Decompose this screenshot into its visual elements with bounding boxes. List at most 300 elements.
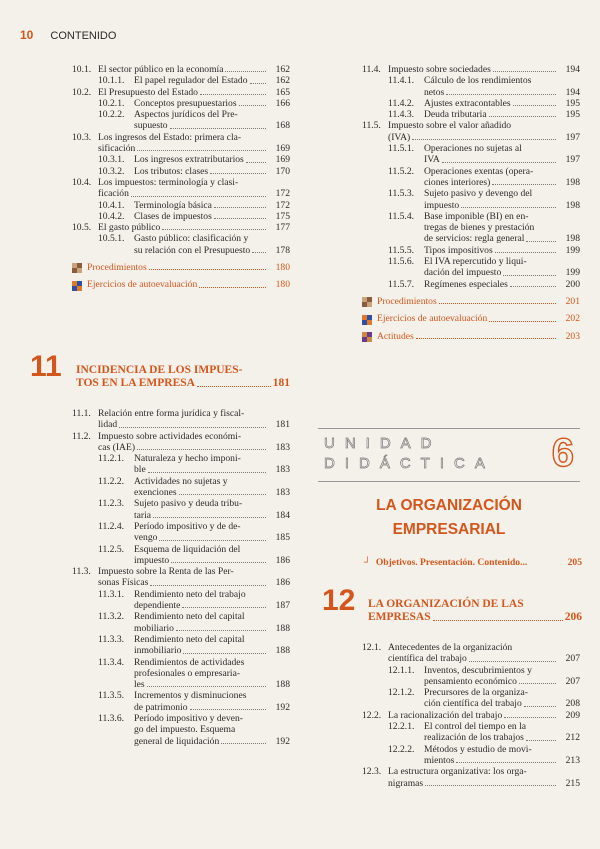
toc-entry-text: impuesto (424, 199, 460, 211)
leader-dots (416, 338, 556, 339)
chapter-12-title-1: LA ORGANIZACIÓN DE LAS (368, 598, 524, 610)
toc-entry-number: 11.2. (72, 430, 91, 442)
leader-dots (225, 71, 266, 72)
toc-entry-text: El Presupuesto del Estado (98, 86, 198, 98)
toc-entry-text: Los tributos: clases (134, 165, 209, 177)
toc-entry-text: inmobiliario (134, 645, 182, 657)
toc-page-number: 192 (275, 735, 290, 747)
toc-entry-number: 11.3.4. (98, 656, 125, 668)
toc-entry-text: Inventos, descubrimientos y (424, 664, 532, 676)
toc-entry-number: 10.4. (72, 176, 92, 188)
toc-entry (362, 721, 580, 744)
toc-entry-text: Los ingresos extratributarios (134, 154, 244, 166)
toc-entry-text: de patrimonio (134, 701, 188, 713)
toc-entry-text: Los ingresos del Estado: primera cla- (98, 131, 242, 143)
objectives-page: 205 (567, 557, 582, 568)
chapter-11-heading (30, 350, 290, 390)
toc-page-number: 169 (275, 143, 290, 155)
chapter-12-heading (322, 584, 582, 624)
toc-entry-text: Actividades no sujetas y (134, 475, 228, 487)
toc-page-number: 207 (565, 653, 580, 665)
toc-entry (362, 279, 580, 290)
chapter-11-title-2: TOS EN LA EMPRESA (76, 377, 195, 389)
toc-entry-text: Conceptos presupuestarios (134, 97, 237, 109)
toc-entry-text: sonas Físicas (98, 577, 149, 589)
leader-dots (182, 607, 266, 608)
toc-page-number: 169 (275, 154, 290, 166)
toc-entry-number: 11.5.1. (388, 143, 415, 155)
toc-entry-number: 11.5.5. (388, 244, 415, 256)
toc-extra-label: Ejercicios de autoevaluación (87, 279, 198, 291)
toc-entry-text: Operaciones no sujetas al (424, 143, 522, 155)
toc-entry-text: científica del trabajo (388, 653, 467, 665)
toc-entry-number: 11.4.3. (388, 109, 415, 121)
leader-dots (246, 162, 266, 163)
toc-entry-number: 12.2. (362, 709, 382, 721)
exercises-icon (72, 281, 82, 291)
toc-entry-text: Sujeto pasivo y deuda tribu- (134, 498, 243, 510)
toc-page-number: 213 (565, 754, 580, 766)
toc-entry-text: ciones interiores) (424, 176, 491, 188)
toc-page-number: 199 (565, 267, 580, 279)
toc-entry-text: ble (134, 464, 146, 476)
leader-dots (176, 630, 266, 631)
leader-dots (489, 116, 556, 117)
toc-entry-text: Período impositivo y de de- (134, 520, 241, 532)
leader-dots (250, 83, 267, 84)
leader-dots (519, 683, 556, 684)
toc-entry-text: Los impuestos: terminología y clasi- (98, 176, 239, 188)
toc-entry (362, 98, 580, 109)
toc-entry-number: 11.2.5. (98, 543, 125, 555)
toc-entry-text: Métodos y estudio de movi- (424, 743, 532, 755)
leader-dots (510, 286, 556, 287)
chapter-12-page: 206 (564, 611, 582, 623)
toc-extra-item (362, 296, 580, 307)
toc-extra-item (362, 313, 580, 324)
toc-page-number: 186 (275, 554, 290, 566)
toc-entry-number: 12.1. (362, 642, 382, 653)
toc-entry (72, 566, 290, 589)
toc-page-number: 177 (275, 222, 290, 234)
left-column-bottom (72, 408, 290, 747)
leader-dots (425, 785, 556, 786)
toc-entry (72, 476, 290, 499)
toc-entry (362, 188, 580, 211)
toc-entry (72, 453, 290, 476)
toc-extra-label: Actitudes (377, 330, 414, 342)
toc-entry-number: 11.3.2. (98, 611, 125, 623)
toc-entry (72, 544, 290, 567)
toc-page-number: 175 (275, 210, 290, 222)
toc-entry (72, 521, 290, 544)
toc-entry-number: 11.3.5. (98, 690, 125, 702)
page-number: 10 (20, 28, 34, 42)
toc-entry-text: IVA (424, 154, 440, 166)
leader-dots (439, 303, 556, 304)
leader-dots (210, 173, 266, 174)
toc-entry-text: cas (IAE) (98, 441, 136, 453)
toc-list-11 (72, 408, 290, 747)
chapter-12-number: 12 (322, 584, 356, 617)
toc-page-number: 180 (275, 279, 290, 291)
toc-entry-text: Regímenes especiales (424, 278, 508, 290)
leader-dots (179, 494, 266, 495)
toc-entry-text: taria (134, 509, 152, 521)
toc-page-number: 185 (275, 532, 290, 544)
toc-entry-text: Naturaleza y hecho imponi- (134, 453, 241, 465)
toc-entry-text: exenciones (134, 487, 177, 499)
toc-page-number: 198 (565, 199, 580, 211)
toc-page-number: 202 (565, 313, 580, 325)
toc-entry-number: 12.2.1. (388, 721, 415, 733)
toc-entry-text: impuesto (134, 554, 170, 566)
toc-entry-number: 10.2.1. (98, 97, 125, 109)
toc-entry (72, 611, 290, 634)
toc-entry-text: Período impositivo y deven- (134, 713, 243, 725)
leader-dots (442, 162, 556, 163)
toc-page-number: 180 (275, 262, 290, 274)
unit-banner (318, 428, 580, 482)
toc-entry (72, 431, 290, 454)
toc-entry-text: Deuda tributaria (424, 109, 487, 121)
toc-entry-text: pensamiento económico (424, 675, 517, 687)
leader-dots (162, 229, 266, 230)
toc-entry (72, 657, 290, 691)
toc-page-number: 188 (275, 622, 290, 634)
toc-entry-number: 11.5.2. (388, 165, 415, 177)
toc-entry-text: Clases de impuestos (134, 210, 212, 222)
unit-title-1: LA ORGANIZACIÓN (376, 497, 522, 514)
toc-extra-label: Procedimientos (87, 262, 147, 274)
toc-entry-text: profesionales o empresaria- (134, 667, 241, 679)
toc-entry (362, 109, 580, 120)
toc-entry (362, 642, 580, 665)
toc-entry-text: netos (424, 86, 445, 98)
leader-dots (493, 71, 556, 72)
toc-page-number: 165 (275, 86, 290, 98)
toc-page-number: 181 (275, 419, 290, 431)
toc-entry-text: El papel regulador del Estado (134, 75, 248, 87)
toc-entry-text: Rendimientos de actividades (134, 656, 245, 668)
toc-entry-text: les (134, 679, 145, 691)
leader-dots (131, 196, 266, 197)
toc-page-number: 172 (275, 188, 290, 200)
toc-entry (72, 200, 290, 211)
toc-page-number: 195 (565, 97, 580, 109)
toc-page-number: 162 (275, 75, 290, 87)
toc-entry-text: de servicios: regla general (424, 233, 525, 245)
toc-entry-text: Impuesto sobre actividades económi- (98, 430, 242, 442)
leader-dots (159, 540, 266, 541)
toc-page-number: 201 (565, 295, 580, 307)
toc-entry (362, 710, 580, 721)
toc-entry-text: dación del impuesto (424, 267, 502, 279)
toc-entry-number: 11.5.6. (388, 256, 415, 268)
toc-entry-text: Impuesto sobre sociedades (388, 64, 491, 75)
leader-dots (526, 740, 556, 741)
corner-arrow-icon: ┘ (364, 557, 371, 568)
leader-dots (137, 150, 266, 151)
toc-entry (362, 245, 580, 256)
toc-entry (72, 713, 290, 747)
toc-page-number: 199 (565, 244, 580, 256)
toc-entry-number: 11.3.1. (98, 588, 125, 600)
leader-dots (469, 661, 556, 662)
unit-number: 6 (551, 431, 574, 475)
toc-entry (72, 177, 290, 200)
toc-entry-text: Impuesto sobre la Renta de las Per- (98, 566, 234, 578)
toc-entry-text: La estructura organizativa: los orga- (388, 766, 527, 778)
toc-page-number: 207 (565, 675, 580, 687)
toc-entry-number: 10.5. (72, 222, 92, 234)
toc-entry-text: Relación entre forma jurídica y fiscal- (98, 408, 245, 419)
leader-dots (214, 207, 266, 208)
toc-entry-text: mobiliario (134, 622, 174, 634)
toc-entry-text: go del impuesto. Esquema (134, 724, 236, 736)
toc-entry-number: 11.5.4. (388, 210, 415, 222)
toc-entry (72, 408, 290, 431)
leader-dots (456, 762, 556, 763)
toc-entry-number: 11.2.3. (98, 498, 125, 510)
toc-entry-text: ficación (98, 188, 129, 200)
toc-extras-10 (72, 262, 290, 291)
toc-entry (72, 233, 290, 256)
toc-entry (72, 64, 290, 75)
toc-entry (72, 154, 290, 165)
toc-page-number: 209 (565, 709, 580, 721)
unit-title (318, 494, 580, 542)
toc-entry (362, 687, 580, 710)
leader-dots (503, 275, 556, 276)
toc-entry (72, 132, 290, 155)
toc-page-number: 168 (275, 120, 290, 132)
toc-page-number: 187 (275, 600, 290, 612)
leader-dots (495, 252, 556, 253)
leader-dots (221, 743, 266, 744)
leader-dots (461, 207, 556, 208)
toc-entry-text: Incrementos y disminuciones (134, 690, 247, 702)
didactic-word: DIDÁCTICA (324, 455, 495, 472)
toc-entry (362, 256, 580, 279)
leader-dots (153, 517, 266, 518)
toc-entry-text: Rendimiento neto del capital (134, 611, 245, 623)
toc-page-number: 183 (275, 487, 290, 499)
right-column-bottom (362, 642, 580, 789)
leader-dots (252, 252, 266, 253)
toc-entry (362, 665, 580, 688)
leader-dots (504, 717, 556, 718)
toc-entry-number: 10.1. (72, 64, 92, 75)
toc-entry-text: ción científica del trabajo (424, 698, 522, 710)
unit-word: UNIDAD (324, 435, 442, 452)
toc-page-number: 188 (275, 645, 290, 657)
toc-page-number: 208 (565, 698, 580, 710)
procedures-icon (72, 263, 82, 273)
toc-page-number: 197 (565, 154, 580, 166)
toc-entry-number: 11.5.3. (388, 188, 415, 200)
leader-dots (119, 427, 266, 428)
leader-dots (171, 562, 266, 563)
toc-entry-text: Tipos impositivos (424, 244, 493, 256)
leader-dots (412, 139, 556, 140)
toc-entry-number: 11.4.1. (388, 75, 415, 87)
unit-title-2: EMPRESARIAL (392, 521, 506, 538)
toc-entry-text: Aspectos jurídicos del Pre- (134, 109, 238, 121)
chapter-11-title-1: INCIDENCIA DE LOS IMPUES- (76, 364, 243, 376)
toc-entry-number: 10.2.2. (98, 109, 125, 121)
objectives-label: Objetivos. Presentación. Contenido... (375, 557, 528, 568)
toc-page-number: 188 (275, 679, 290, 691)
toc-entry (362, 166, 580, 189)
toc-entry-number: 11.2.1. (98, 453, 125, 465)
toc-entry (72, 690, 290, 713)
toc-entry-text: Precursores de la organiza- (424, 687, 528, 699)
toc-entry (72, 109, 290, 132)
toc-entry-text: mientos (424, 754, 455, 766)
toc-entry (72, 589, 290, 612)
toc-entry (362, 75, 580, 98)
toc-page-number: 166 (275, 97, 290, 109)
toc-entry-text: El gasto público (98, 222, 161, 234)
toc-entry (362, 120, 580, 143)
toc-entry-number: 11.3.6. (98, 713, 125, 725)
leader-dots (489, 321, 556, 322)
toc-entry-text: Operaciones exentas (opera- (424, 165, 534, 177)
toc-entry-text: lidad (98, 419, 118, 431)
leader-dots (239, 105, 266, 106)
toc-entry-number: 11.5. (362, 120, 381, 132)
toc-page-number: 203 (565, 330, 580, 342)
toc-page-number: 186 (275, 577, 290, 589)
toc-entry-text: nigramas (388, 777, 424, 789)
toc-page-number: 194 (565, 64, 580, 75)
right-column (362, 64, 580, 342)
toc-page-number: 183 (275, 464, 290, 476)
toc-entry-text: Terminología básica (134, 199, 212, 211)
procedures-icon (362, 297, 372, 307)
exercises-icon (362, 315, 372, 325)
toc-entry (72, 87, 290, 98)
toc-entry-number: 10.1.1. (98, 75, 125, 87)
left-column (72, 64, 290, 291)
toc-entry-number: 11.2.4. (98, 520, 125, 532)
toc-page-number: 170 (275, 165, 290, 177)
toc-entry (362, 64, 580, 75)
toc-entry-text: Ajustes extracontables (424, 97, 511, 109)
toc-entry-text: El sector público en la economía (98, 64, 224, 75)
toc-extra-item (72, 262, 290, 273)
toc-entry (72, 75, 290, 86)
toc-entry-text: El control del tiempo en la (424, 721, 527, 733)
toc-entry-number: 11.4.2. (388, 97, 415, 109)
toc-entry-number: 11.3. (72, 566, 91, 578)
objectives-row (364, 557, 582, 568)
toc-extra-label: Procedimientos (377, 295, 437, 307)
leader-dots (526, 241, 556, 242)
leader-dots (150, 585, 266, 586)
toc-page-number: 198 (565, 176, 580, 188)
toc-entry-number: 10.4.1. (98, 199, 125, 211)
leader-dots (149, 269, 266, 270)
toc-entry-text: Antecedentes de la organización (388, 642, 513, 653)
toc-entry-text: Impuesto sobre el valor añadido (388, 120, 512, 132)
toc-entry-number: 11.4. (362, 64, 381, 75)
toc-page-number: 215 (565, 777, 580, 789)
toc-page-number: 162 (275, 64, 290, 75)
toc-page-number: 194 (565, 86, 580, 98)
leader-dots (148, 472, 266, 473)
toc-entry-text: Base imponible (BI) en en- (424, 210, 529, 222)
toc-entry-number: 10.3.1. (98, 154, 125, 166)
toc-entry-text: tregas de bienes y prestación (424, 222, 535, 234)
leader-dots (214, 218, 266, 219)
toc-page-number: 212 (565, 732, 580, 744)
toc-entry-text: Gasto público: clasificación y (134, 233, 249, 245)
activities-icon (362, 332, 372, 342)
toc-extra-label: Ejercicios de autoevaluación (377, 313, 488, 325)
toc-entry-number: 11.5.7. (388, 278, 415, 290)
toc-entry-number: 12.1.1. (388, 664, 415, 676)
toc-entry-text: Rendimiento neto del trabajo (134, 588, 246, 600)
toc-entry-text: La racionalización del trabajo (388, 709, 503, 721)
toc-extra-item (72, 279, 290, 290)
chapter-11-page: 181 (272, 377, 290, 389)
leader-dots (492, 184, 556, 185)
toc-entry (362, 143, 580, 166)
toc-entry-text: vengo (134, 532, 158, 544)
toc-extras-11 (362, 296, 580, 342)
leader-dots (170, 128, 266, 129)
chapter-11-number: 11 (30, 350, 62, 383)
toc-list-10 (72, 64, 290, 256)
toc-entry-text: Esquema de liquidación del (134, 543, 241, 555)
toc-entry-number: 10.3.2. (98, 165, 125, 177)
toc-entry (362, 211, 580, 245)
toc-page-number: 192 (275, 701, 290, 713)
leader-dots (199, 287, 266, 288)
toc-entry-text: su relación con el Presupuesto (134, 244, 251, 256)
toc-entry-text: Cálculo de los rendimientos (424, 75, 532, 87)
toc-entry (72, 98, 290, 109)
toc-entry-text: (IVA) (388, 131, 411, 143)
toc-entry-text: dependiente (134, 600, 181, 612)
toc-entry (72, 222, 290, 233)
leader-dots (137, 449, 266, 450)
toc-entry-number: 11.3.3. (98, 633, 125, 645)
toc-entry-number: 12.3. (362, 766, 382, 778)
page-header (20, 28, 116, 42)
toc-entry (362, 766, 580, 789)
toc-entry-number: 12.1.2. (388, 687, 415, 699)
toc-entry-text: realización de los trabajos (424, 732, 524, 744)
toc-page-number: 172 (275, 199, 290, 211)
toc-extra-item (362, 331, 580, 342)
header-title: CONTENIDO (50, 30, 117, 42)
toc-entry (72, 211, 290, 222)
toc-entry-text: general de liquidación (134, 735, 220, 747)
leader-dots (513, 105, 556, 106)
toc-entry-number: 11.2.2. (98, 475, 125, 487)
toc-entry (72, 166, 290, 177)
toc-entry-text: Rendimiento neto del capital (134, 633, 245, 645)
toc-page-number: 184 (275, 509, 290, 521)
leader-dots (190, 709, 266, 710)
toc-entry (72, 498, 290, 521)
toc-entry-number: 10.5.1. (98, 233, 125, 245)
toc-entry-number: 10.4.2. (98, 210, 125, 222)
leader-dots (147, 686, 266, 687)
